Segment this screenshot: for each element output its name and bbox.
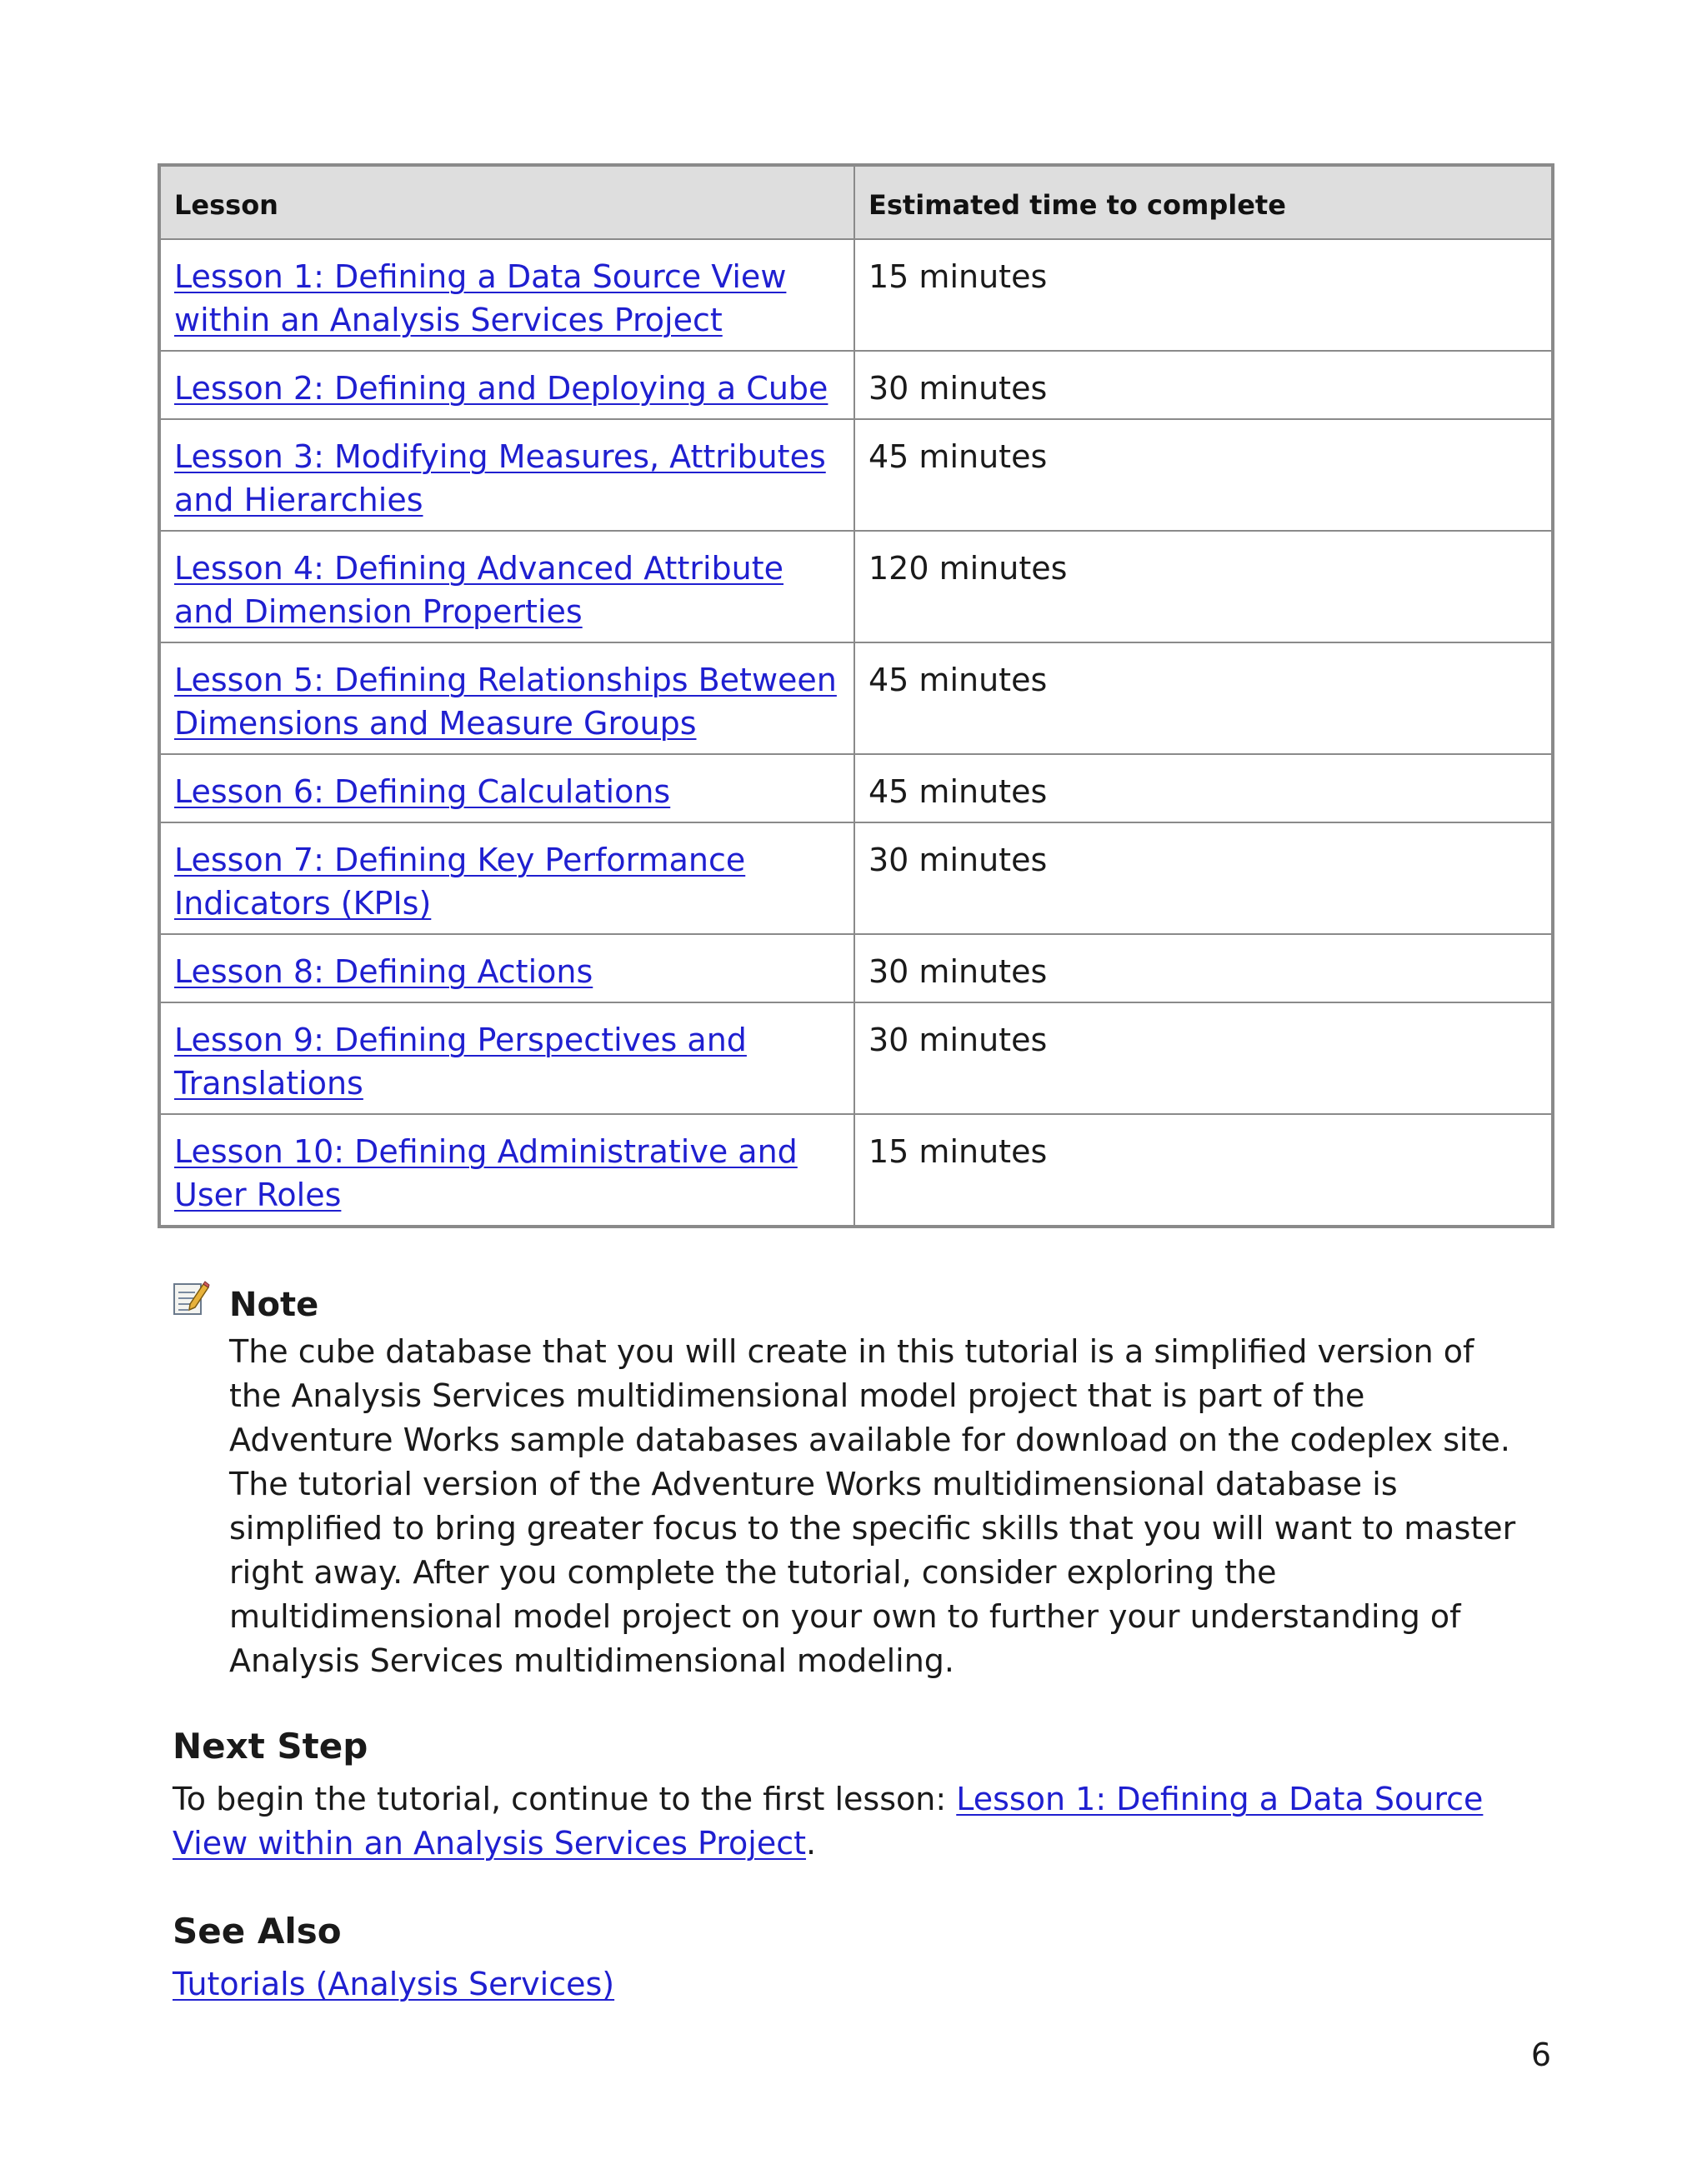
see-also-paragraph bbox=[173, 1962, 1556, 2007]
next-step-paragraph bbox=[173, 1777, 1556, 1866]
time-cell: 30 minutes bbox=[854, 351, 1553, 419]
time-cell: 30 minutes bbox=[854, 934, 1553, 1002]
time-cell: 45 minutes bbox=[854, 642, 1553, 754]
lesson-cell bbox=[159, 822, 854, 934]
table-row bbox=[159, 239, 1553, 351]
table-row bbox=[159, 1114, 1553, 1227]
time-cell: 120 minutes bbox=[854, 531, 1553, 642]
lesson-1-link[interactable]: Lesson 1: Defining a Data Source View within an Analysis Services Project bbox=[174, 258, 787, 338]
time-cell: 15 minutes bbox=[854, 239, 1553, 351]
table-row bbox=[159, 754, 1553, 822]
lesson-8-link[interactable]: Lesson 8: Defining Actions bbox=[174, 953, 593, 990]
table-row bbox=[159, 934, 1553, 1002]
tutorials-analysis-services-link[interactable]: Tutorials (Analysis Services) bbox=[173, 1966, 615, 2002]
table-row bbox=[159, 822, 1553, 934]
lesson-10-link[interactable]: Lesson 10: Defining Administrative and User Roles bbox=[174, 1133, 798, 1213]
lessons-table bbox=[158, 163, 1554, 1228]
lesson-cell bbox=[159, 1002, 854, 1114]
next-step-period: . bbox=[806, 1825, 817, 1862]
next-step-lesson-1-link[interactable]: Lesson 1: Defining a Data Source View within an Analysis Services Project bbox=[173, 1781, 1484, 1862]
table-row bbox=[159, 642, 1553, 754]
lesson-cell bbox=[159, 351, 854, 419]
time-cell: 45 minutes bbox=[854, 754, 1553, 822]
lesson-cell bbox=[159, 239, 854, 351]
lesson-2-link[interactable]: Lesson 2: Defining and Deploying a Cube bbox=[174, 370, 828, 407]
lesson-4-link[interactable]: Lesson 4: Defining Advanced Attribute and Dimension Properties bbox=[174, 550, 784, 630]
page-number: 6 bbox=[1530, 2037, 1551, 2073]
header-lesson: Lesson bbox=[159, 165, 854, 239]
lesson-cell bbox=[159, 642, 854, 754]
time-cell: 30 minutes bbox=[854, 822, 1553, 934]
lesson-9-link[interactable]: Lesson 9: Defining Perspectives and Translations bbox=[174, 1022, 747, 1102]
lesson-7-link[interactable]: Lesson 7: Defining Key Performance Indicators (KPIs) bbox=[174, 842, 746, 922]
see-also-heading: See Also bbox=[173, 1911, 342, 1952]
table-header-row bbox=[159, 165, 1553, 239]
lesson-cell bbox=[159, 754, 854, 822]
lesson-6-link[interactable]: Lesson 6: Defining Calculations bbox=[174, 773, 671, 810]
table-row bbox=[159, 419, 1553, 531]
table-row bbox=[159, 351, 1553, 419]
note-icon bbox=[172, 1279, 210, 1317]
table-row bbox=[159, 531, 1553, 642]
lesson-3-link[interactable]: Lesson 3: Modifying Measures, Attributes and Hierarchies bbox=[174, 438, 826, 518]
lesson-cell bbox=[159, 934, 854, 1002]
next-step-text: To begin the tutorial, continue to the first lesson: bbox=[173, 1781, 957, 1817]
lesson-cell bbox=[159, 531, 854, 642]
next-step-heading: Next Step bbox=[173, 1726, 368, 1767]
time-cell: 15 minutes bbox=[854, 1114, 1553, 1227]
time-cell: 30 minutes bbox=[854, 1002, 1553, 1114]
lesson-cell bbox=[159, 419, 854, 531]
note-title: Note bbox=[229, 1286, 319, 1324]
time-cell: 45 minutes bbox=[854, 419, 1553, 531]
note-body: The cube database that you will create in this tutorial is a simplified version of the Analysis Services multidimensional model project that is part of the Adventure Works sample databases available for download on the codeplex site. The tutorial version of the Adventure Works multidimensional database is simplified to bring greater focus to the specific skills that you will want to master right away. After you complete the tutorial, consider exploring the multidimensional model project on your own to further your understanding of Analysis Services multidimensional modeling. bbox=[229, 1333, 1516, 1679]
header-estimated-time: Estimated time to complete bbox=[854, 165, 1553, 239]
lesson-5-link[interactable]: Lesson 5: Defining Relationships Between Dimensions and Measure Groups bbox=[174, 662, 837, 742]
table-row bbox=[159, 1002, 1553, 1114]
lesson-cell bbox=[159, 1114, 854, 1227]
